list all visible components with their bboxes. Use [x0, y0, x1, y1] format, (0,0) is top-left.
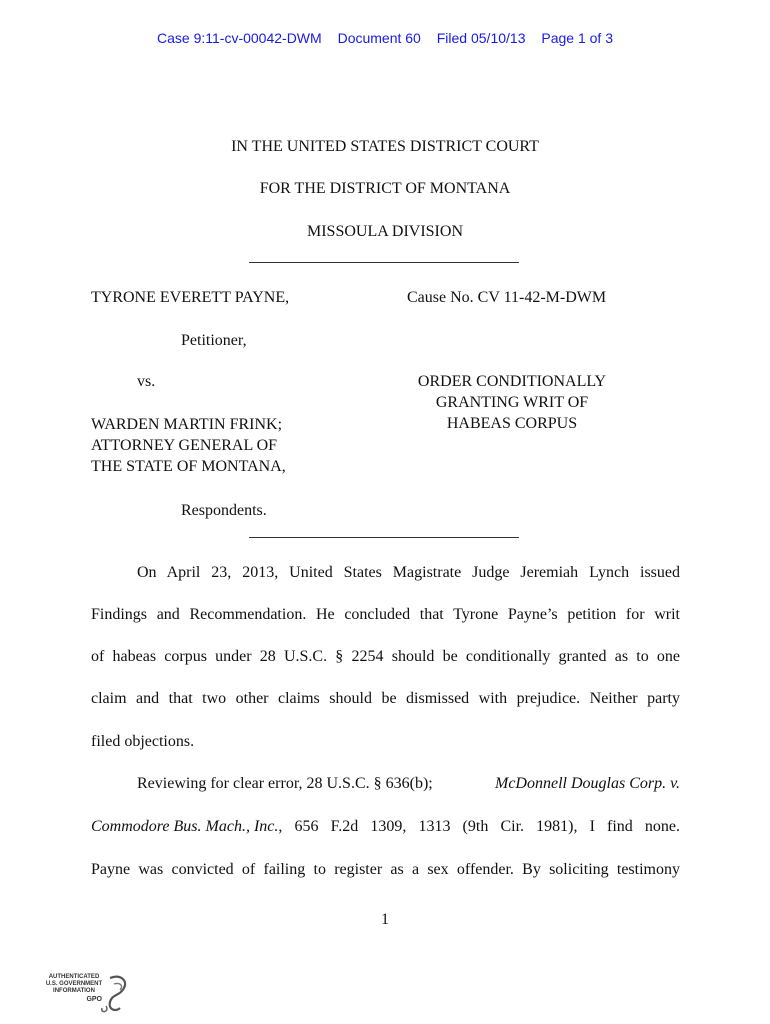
seal-mark: GPO: [86, 996, 102, 1003]
respondent-line: THE STATE OF MONTANA,: [91, 458, 286, 475]
body-text-line: Findings and Recommendation. He concluded that Tyrone Payne’s petition for writ: [91, 606, 680, 623]
petitioner-name: TYRONE EVERETT PAYNE,: [91, 289, 290, 306]
respondent-role: Respondents.: [181, 502, 267, 519]
order-title-line: HABEAS CORPUS: [446, 415, 578, 432]
respondent-line: ATTORNEY GENERAL OF: [91, 437, 278, 454]
respondents-names: [91, 414, 286, 477]
body-text-line: [91, 818, 680, 836]
body-text-line: On April 23, 2013, United States Magistrate Judge Jeremiah Lynch issued: [137, 564, 680, 581]
seal-text-line: U.S. GOVERNMENT: [45, 981, 103, 987]
court-name: IN THE UNITED STATES DISTRICT COURT: [231, 138, 539, 155]
body-text-line: Payne was convicted of failing to register as a sex offender. By soliciting testimony: [91, 861, 680, 878]
document-number: Document 60: [337, 30, 421, 46]
ecf-header: [0, 30, 770, 46]
body-text-line: of habeas corpus under 28 U.S.C. § 2254 should be conditionally granted as to one: [91, 648, 680, 665]
body-text-line: claim and that two other claims should be dismissed with prejudice. Neither party: [91, 690, 680, 707]
order-title-line: ORDER CONDITIONALLY: [417, 373, 607, 390]
page-number: 1: [381, 911, 389, 928]
court-district: FOR THE DISTRICT OF MONTANA: [259, 180, 511, 197]
eagle-icon: [40, 972, 130, 1016]
body-text-line: [137, 775, 680, 793]
caption-rule-top: [249, 262, 519, 263]
court-division: MISSOULA DIVISION: [306, 223, 463, 240]
order-title-line: GRANTING WRIT OF: [435, 394, 589, 411]
order-title: [400, 371, 624, 434]
petitioner-role: Petitioner,: [181, 332, 247, 349]
body-text-segment: Reviewing for clear error, 28 U.S.C. § 636(b);: [137, 775, 437, 792]
caption-rule-bottom: [249, 537, 519, 538]
case-citation: McDonnell Douglas Corp. v.: [494, 775, 680, 792]
page-indicator: Page 1 of 3: [541, 30, 613, 46]
filed-date: Filed 05/10/13: [436, 30, 526, 46]
body-text-line: filed objections.: [91, 733, 195, 750]
seal-text-line: AUTHENTICATED: [48, 974, 100, 980]
gpo-authentication-seal: [40, 972, 130, 1016]
case-citation: Commodore Bus. Mach., Inc.: [91, 818, 279, 835]
seal-text-line: INFORMATION: [53, 988, 95, 994]
case-number: Case 9:11-cv-00042-DWM: [157, 30, 322, 46]
versus: vs.: [137, 373, 156, 390]
respondent-line: WARDEN MARTIN FRINK;: [91, 416, 283, 433]
body-text-segment: , 656 F.2d 1309, 1313 (9th Cir. 1981), I find none.: [278, 818, 680, 835]
cause-number: Cause No. CV 11-42-M-DWM: [407, 289, 607, 306]
